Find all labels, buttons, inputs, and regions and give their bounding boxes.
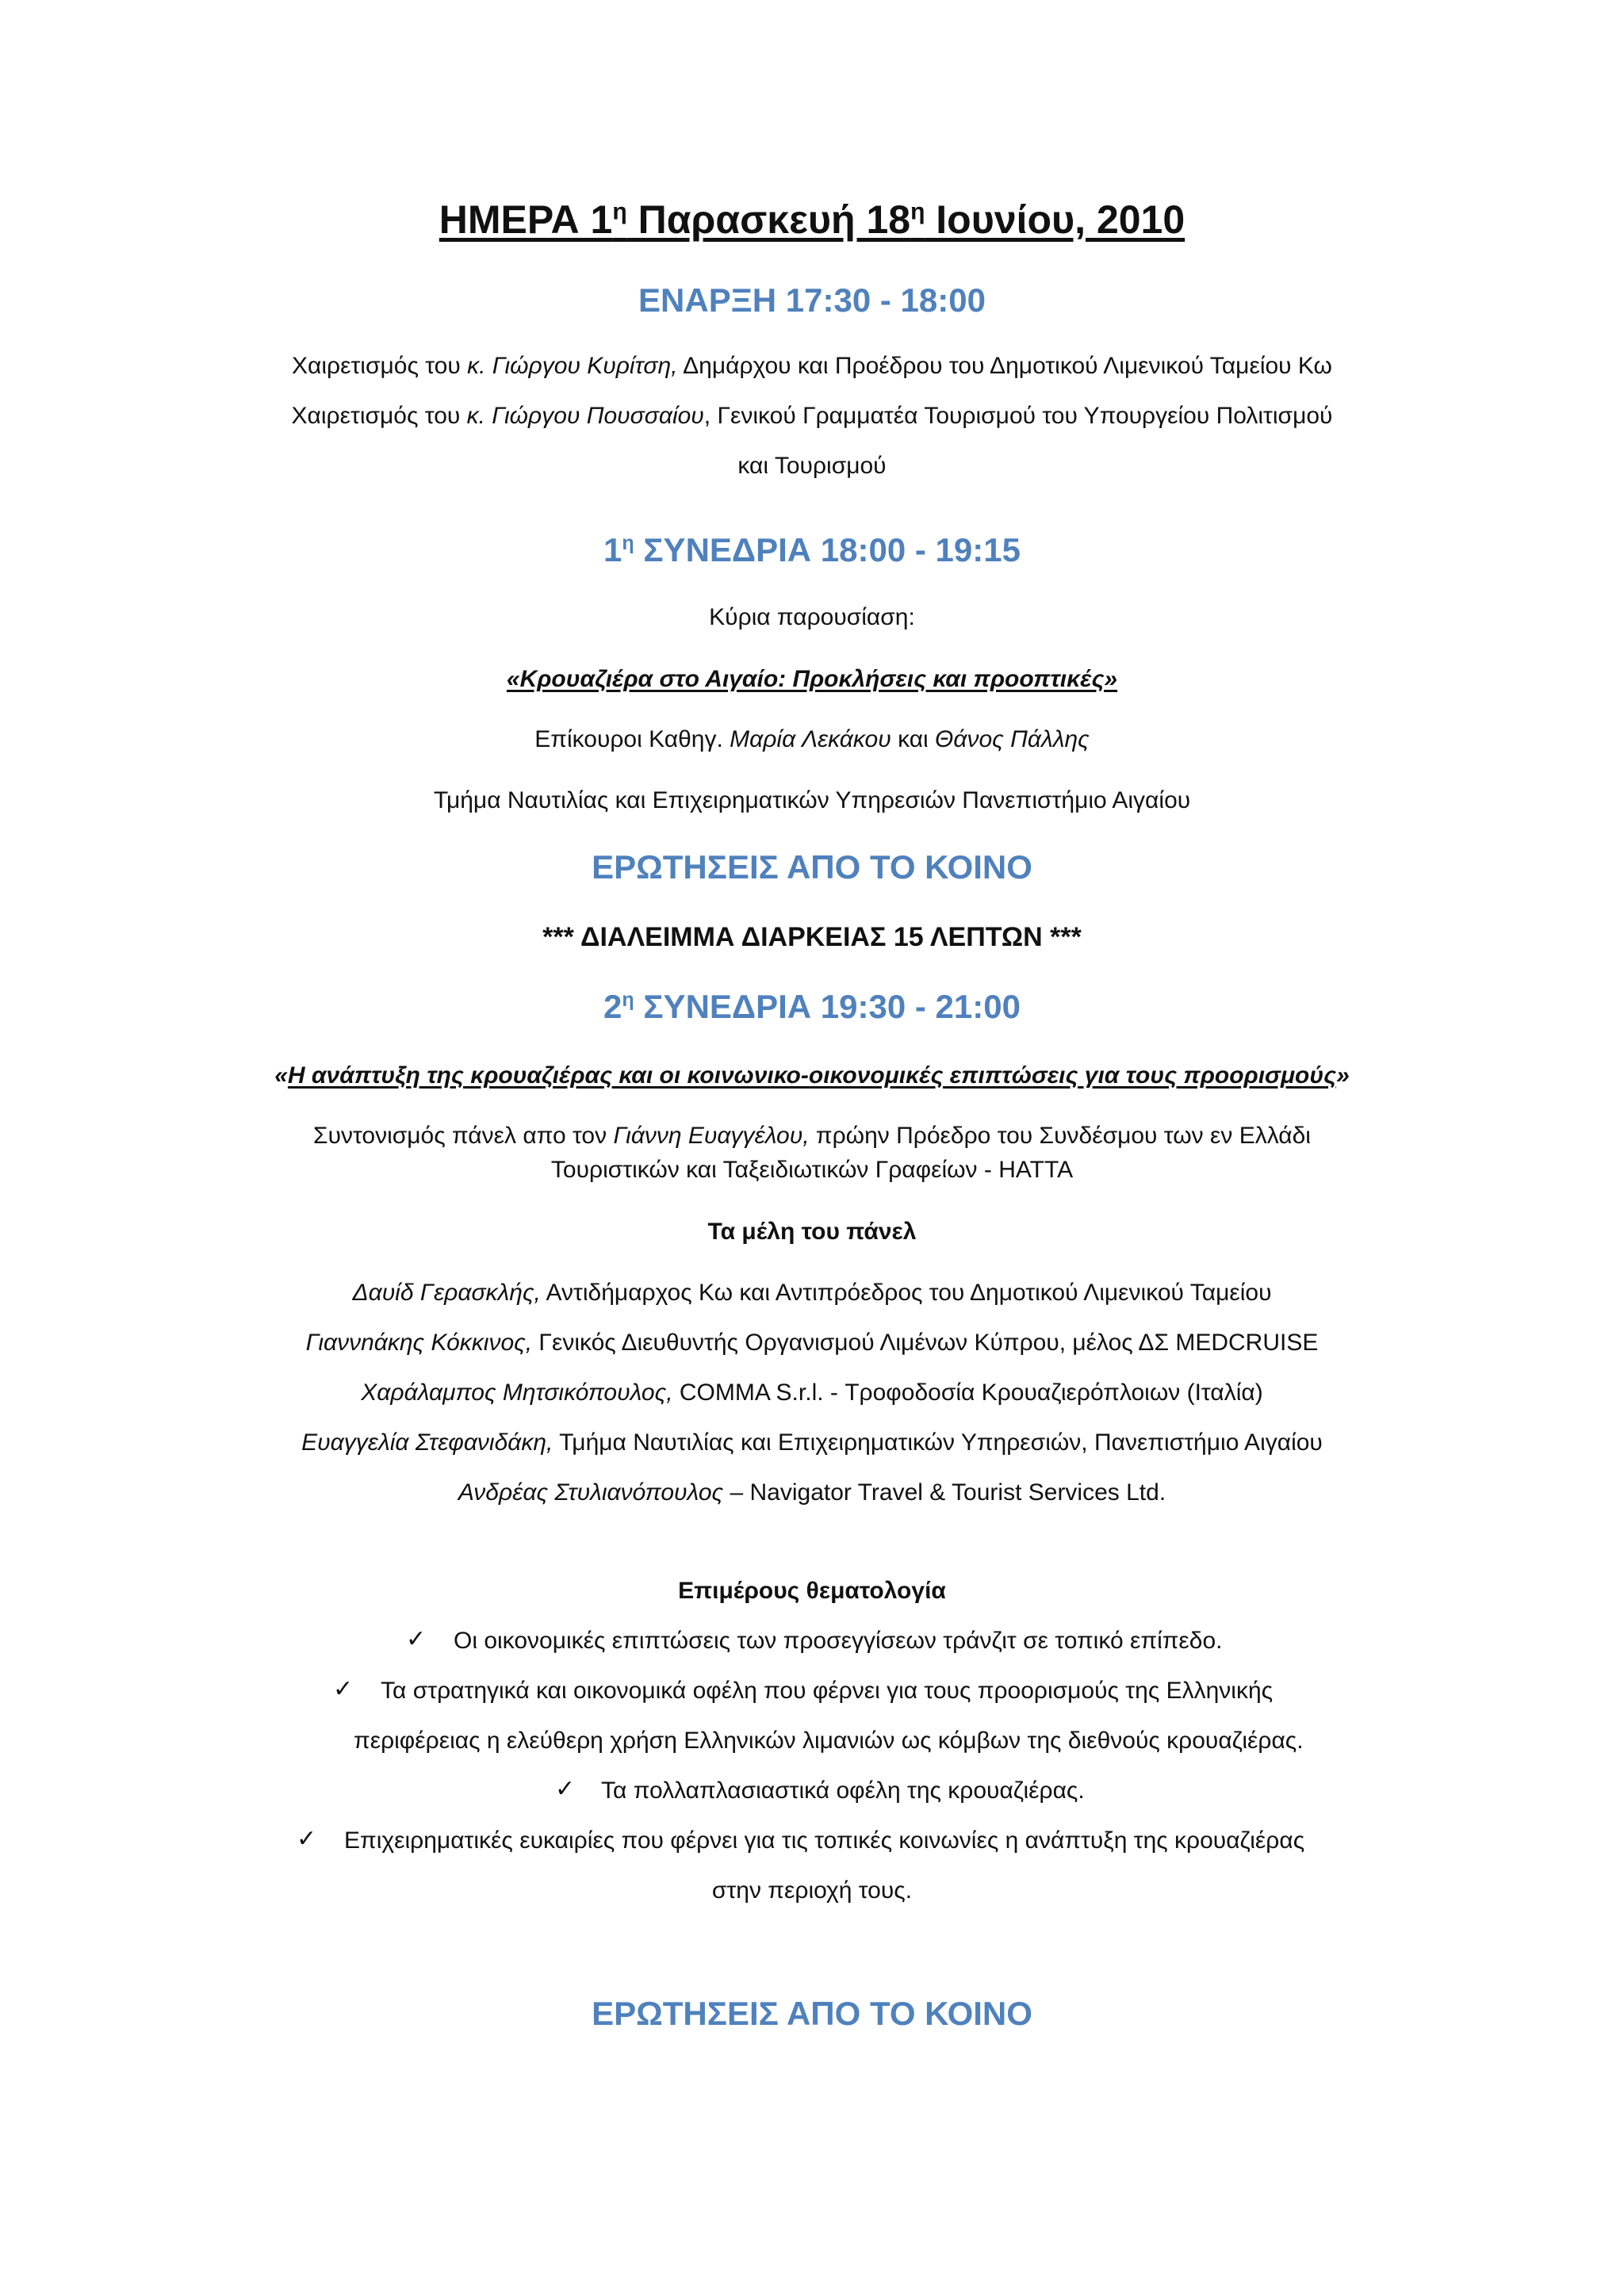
- keynote-affiliation: Τμήμα Ναυτιλίας και Επιχειρηματικών Υπηρεσιών Πανεπιστήμιο Αιγαίου: [433, 787, 1191, 813]
- break-notice: *** ΔΙΑΛΕΙΜΜΑ ΔΙΑΡΚΕΙΑΣ 15 ΛΕΠΤΩΝ ***: [542, 922, 1082, 952]
- topic-item: Επιχειρηματικές ευκαιρίες που φέρνει για τις τοπικές κοινωνίες η ανάπτυξη της κρουαζιέρας: [344, 1827, 1305, 1854]
- keynote-speakers: Επίκουροι Καθηγ. Μαρία Λεκάκου και Θάνος Πάλλης: [534, 726, 1090, 752]
- session1-heading: $1^\eta$ ΣΥΝΕΔΡΙΑ 18:00 - 19:15: [603, 531, 1021, 568]
- keynote-title: «Κρουαζιέρα στο Αιγαίο: Προκλήσεις και προοπτικές»: [506, 666, 1118, 692]
- checkmark-icon: ✓: [333, 1676, 354, 1702]
- panel-heading: Τα μέλη του πάνελ: [707, 1219, 917, 1245]
- topic-item-cont: περιφέρειας η ελεύθερη χρήση Ελληνικών λιμανιών ως κόμβων της διεθνούς κρουαζιέρας.: [354, 1728, 1304, 1754]
- checkmark-icon: ✓: [406, 1626, 427, 1652]
- panel-member: Χαράλαμπος Μητσικόπουλος, COMMA S.r.l. - Τροφοδοσία Κρουαζιερόπλοιων (Ιταλία): [361, 1380, 1263, 1406]
- questions-heading-1: ΕΡΩΤΗΣΕΙΣ ΑΠΟ ΤΟ ΚΟΙΝΟ: [592, 848, 1032, 886]
- greeting-line-2-cont: και Τουρισμού: [737, 453, 887, 479]
- panel-member: Ευαγγελία Στεφανιδάκη, Τμήμα Ναυτιλίας και Επιχειρηματικών Υπηρεσιών, Πανεπιστήμιο Αιγαίου: [301, 1429, 1323, 1456]
- topic-item: Οι οικονομικές επιπτώσεις των προσεγγίσεων τράνζιτ σε τοπικό επίπεδο.: [454, 1628, 1223, 1654]
- checkmark-icon: ✓: [555, 1776, 576, 1802]
- greeting-line-2: Χαιρετισμός του κ. Γιώργου Πουσσαίου, Γενικού Γραμματέα Τουρισμού του Υπουργείου Πολιτισμού: [291, 403, 1333, 429]
- keynote-label: Κύρια παρουσίαση:: [709, 604, 915, 630]
- opening-heading: ΕΝΑΡΞΗ 17:30 - 18:00: [638, 281, 986, 319]
- moderator-line-1: Συντονισμός πάνελ απο τον Γιάννη Ευαγγέλου, πρώην Πρόεδρο του Συνδέσμου των εν Ελλάδι: [313, 1123, 1311, 1149]
- moderator-line-2: Τουριστικών και Ταξειδιωτικών Γραφείων - HATTA: [550, 1157, 1074, 1183]
- panel-member: Γιαννnάκης Κόκκινος, Γενικός Διευθυντής Οργανισμού Λιμένων Κύπρου, μέλος ΔΣ MEDCRUISE: [305, 1330, 1319, 1356]
- topics-heading: Επιμέρους θεματολογία: [678, 1578, 946, 1604]
- questions-heading-2: ΕΡΩΤΗΣΕΙΣ ΑΠΟ ΤΟ ΚΟΙΝΟ: [592, 1995, 1032, 2032]
- topic-item-cont: στην περιοχή τους.: [711, 1877, 913, 1904]
- page-title: ΗΜΕΡΑ $1^\eta$ Παρασκευή $18^\eta$ Ιουνίου, 2010: [439, 197, 1185, 242]
- panel-member: Ανδρέας Στυλιανόπουλος – Navigator Travel & Tourist Services Ltd.: [458, 1479, 1166, 1506]
- panel-member: Δαυίδ Γερασκλής, Αντιδήμαρχος Κω και Αντιπρόεδρος του Δημοτικού Λιμενικού Ταμείου: [352, 1280, 1272, 1306]
- topic-item: Τα στρατηγικά και οικονομικά οφέλη που φέρνει για τους προορισμούς της Ελληνικής: [381, 1678, 1274, 1704]
- session2-topic: «Η ανάπτυξη της κρουαζιέρας και οι κοινωνικο-οικονομικές επιπτώσεις για τους προορισμούς»: [274, 1062, 1350, 1089]
- session2-heading: $2^\eta$ ΣΥΝΕΔΡΙΑ 19:30 - 21:00: [603, 988, 1021, 1025]
- greeting-line-1: Χαιρετισμός του κ. Γιώργου Κυρίτση, Δημάρχου και Προέδρου του Δημοτικού Λιμενικού Ταμείου Κω: [292, 353, 1332, 379]
- topic-item: Τα πολλαπλασιαστικά οφέλη της κρουαζιέρας.: [601, 1777, 1085, 1804]
- checkmark-icon: ✓: [297, 1826, 317, 1852]
